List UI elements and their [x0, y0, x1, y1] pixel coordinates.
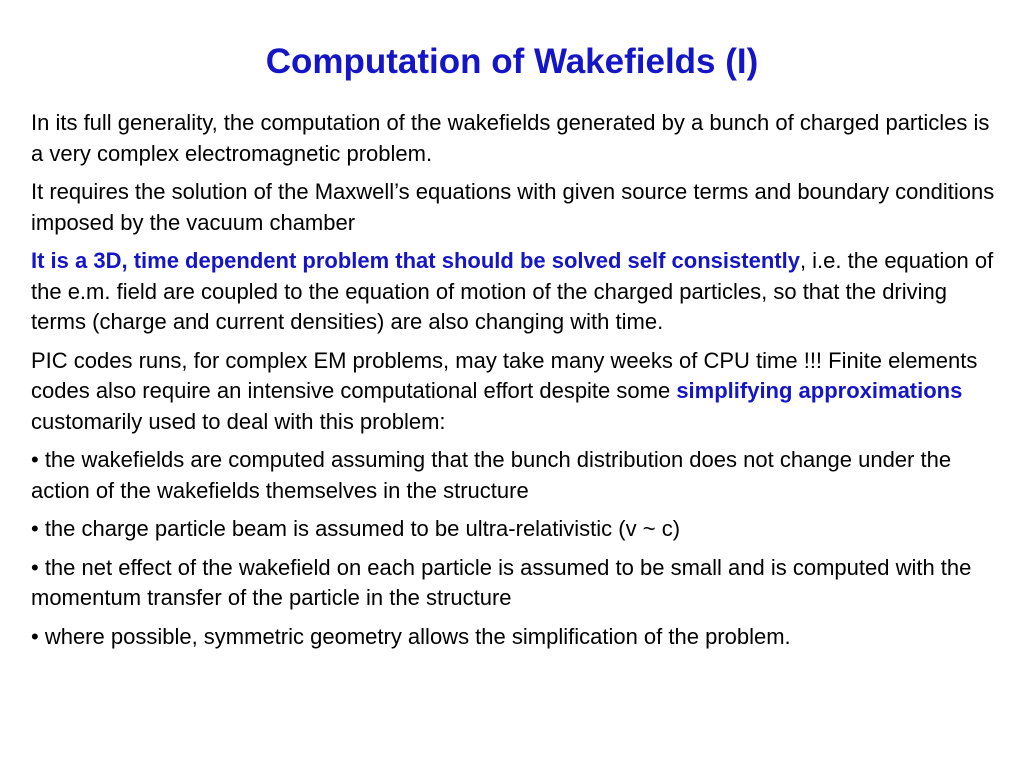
bullet-item: • where possible, symmetric geometry allows the simplification of the problem. — [31, 623, 791, 649]
paragraph-pic-codes-end: customarily used to deal with this problem: — [31, 408, 446, 434]
paragraph-pic-codes — [31, 346, 996, 438]
slide-body — [31, 108, 996, 660]
paragraph-self-consistent — [31, 246, 996, 338]
bullet-item: • the wakefields are computed assuming that the bunch distribution does not change under the action of the wakefields themselves in the structure — [31, 447, 952, 503]
bullet-item: • the charge particle beam is assumed to be ultra-relativistic (v ~ c) — [31, 516, 681, 541]
slide-title: Computation of Wakefields (I) — [265, 42, 759, 81]
highlight-self-consistent: It is a 3D, time dependent problem that should be solved self consistently — [31, 248, 800, 273]
paragraph-maxwell: It requires the solution of the Maxwell’s equations with given source terms and boundary conditions imposed by the vacuum chamber — [31, 179, 995, 235]
highlight-simplifying-approximations: simplifying approximations — [676, 378, 963, 403]
paragraph-intro: In its full generality, the computation of the wakefields generated by a bunch of charged particles is a very complex electromagnetic problem. — [31, 110, 990, 166]
paragraph-pic-codes-start: PIC codes runs, for complex EM problems, may take many weeks of CPU time !!! Finite elements codes also require an intensive computational effort despite some — [31, 347, 978, 403]
paragraph-self-consistent-rest: , i.e. the equation of the e.m. field are coupled to the equation of motion of the charged particles, so that the driving terms (charge and current densities) are also changing with time. — [31, 248, 994, 334]
bullet-item: • the net effect of the wakefield on each particle is assumed to be small and is computed with the momentum transfer of the particle in the structure — [31, 554, 972, 610]
